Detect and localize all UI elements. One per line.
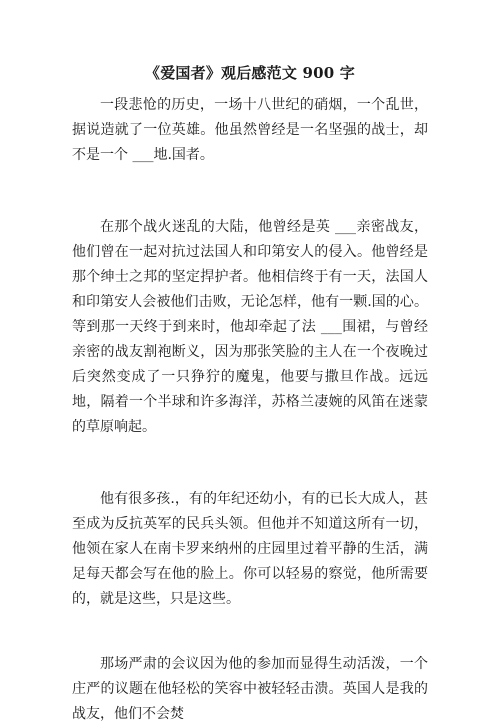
document-title: 《爱国者》观后感范文 900 字	[145, 64, 355, 82]
paragraph-spacer	[72, 440, 428, 487]
paragraph-spacer	[72, 612, 428, 652]
paragraph-1: 一段悲怆的历史，一场十八世纪的硝烟，一个乱世，据说造就了一位英雄。他虽然曾经是一名坚强的战士，却不是一个 ___地.国者。	[72, 97, 428, 163]
paragraph-2: 在那个战火迷乱的大陆，他曾经是英 ___亲密战友，他们曾在一起对抗过法国人和印第安人的侵入。他曾经是那个绅士之邦的坚定捍护者。他相信终于有一天，法国人和印第安人会被他们击败，无论怎样，他有一颗.国的心。等到那一天终于到来时，他却牵起了法 ___围裙，与曾经亲密的战友割袍断义，因为那张笑脸的主人在一个夜晚过后突然变成了一只狰狞的魔鬼，他要与撒旦作战。远远地，隔着一个半球和许多海洋，苏格兰凄婉的风笛在迷蒙的草原响起。	[72, 219, 428, 435]
paragraph-4: 那场严肃的会议因为他的参加而显得生动活泼，一个庄严的议题在他轻松的笑容中被轻轻击溃。英国人是我的战友，他们不会焚	[72, 656, 428, 722]
paragraph-3: 他有很多孩.，有的年纪还幼小，有的已长大成人，甚至成为反抗英军的民兵头领。但他并不知道这所有一切，他领在家人在南卡罗来纳州的庄园里过着平静的生活，满足每天都会写在他的脸上。你可以轻易的察觉，他所需要的，就是这些，只是这些。	[72, 491, 428, 607]
paragraph-spacer	[72, 168, 428, 215]
